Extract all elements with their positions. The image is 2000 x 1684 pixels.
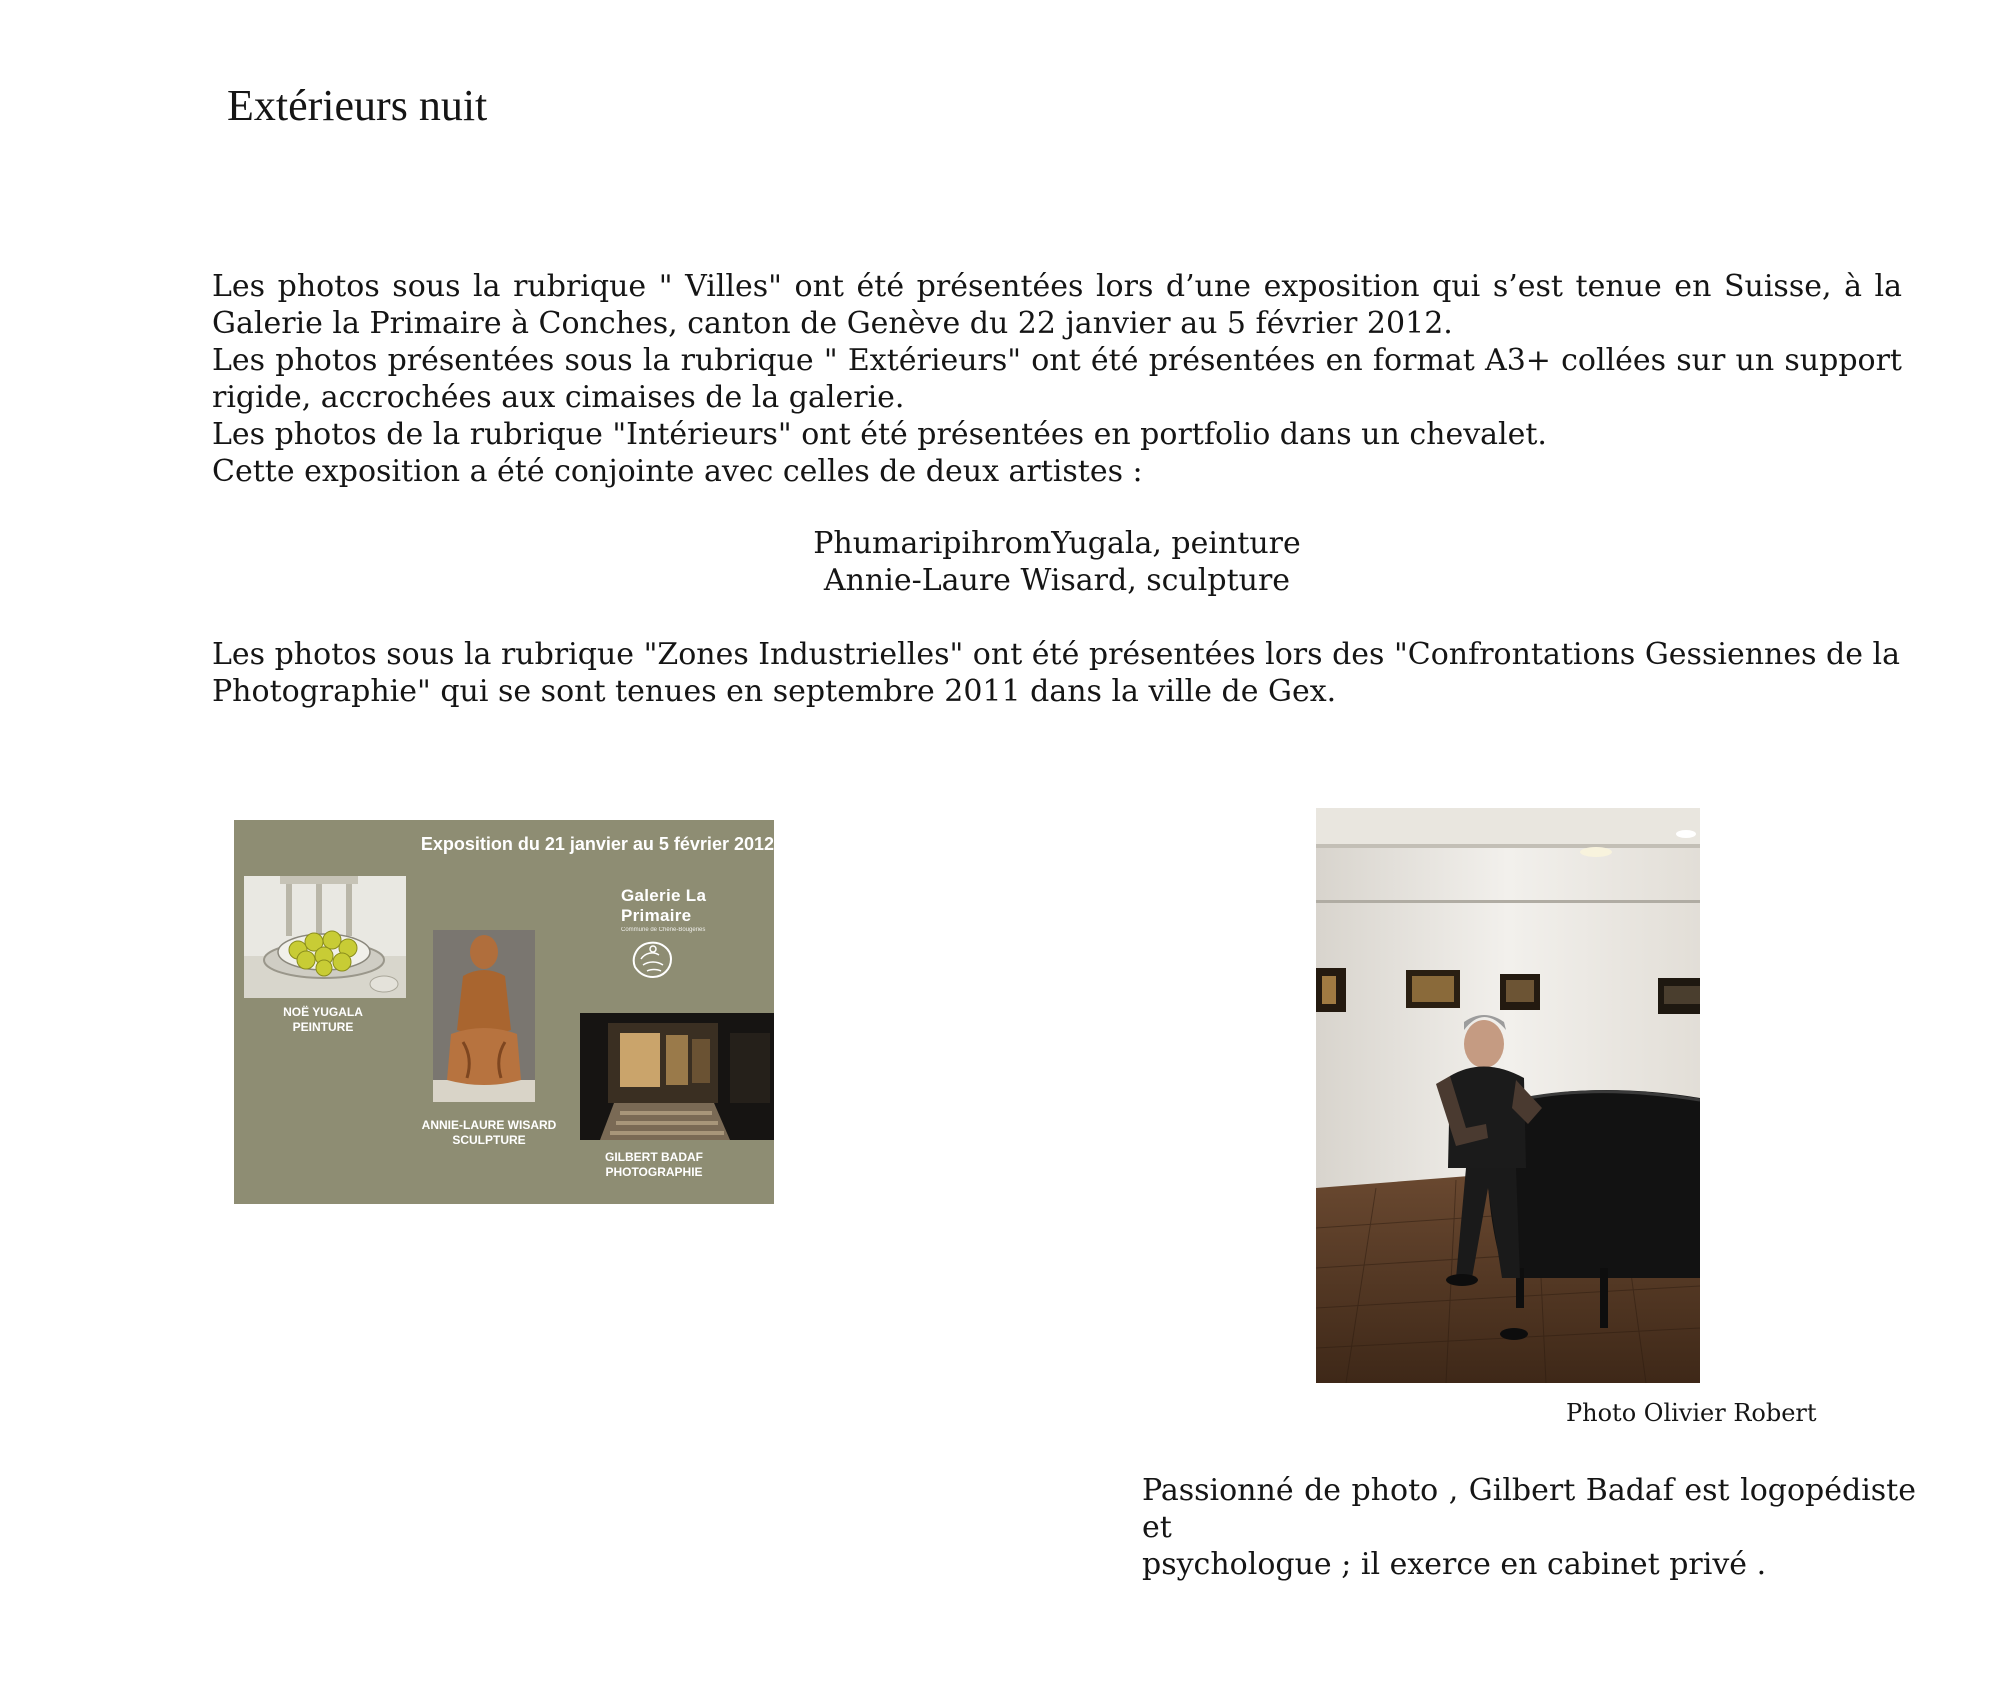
caption-photographer <box>584 1150 724 1180</box>
night-photo-image <box>580 1013 774 1140</box>
sculpture-image <box>433 930 535 1102</box>
caption-photographer-name: GILBERT BADAF <box>605 1150 703 1164</box>
zones-paragraph: Les photos sous la rubrique "Zones Industrielles" ont été présentées lors des "Confrontations Gessiennes de la Photographie" qui se sont tenues en septembre 2011 dans la ville de Gex. <box>212 637 1900 709</box>
intro-paragraph-conjointe: Cette exposition a été conjointe avec celles de deux artistes : <box>212 454 1143 489</box>
exhibition-poster <box>234 820 774 1204</box>
bio-line-2: psychologue ; il exerce en cabinet privé . <box>1142 1547 1767 1582</box>
intro-text <box>212 268 1902 490</box>
caption-sculptor-name: ANNIE-LAURE WISARD <box>421 1118 557 1132</box>
caption-sculptor-medium: SCULPTURE <box>452 1133 526 1147</box>
caption-painter <box>258 1005 388 1035</box>
intro-paragraph-villes: Les photos sous la rubrique " Villes" ont été présentées lors d’une exposition qui s’est tenue en Suisse, à la Galerie la Primaire à Conches, canton de Genève du 22 janvier au 5 février 2012. <box>212 269 1902 341</box>
poster-header: Exposition du 21 janvier au 5 février 2012 <box>420 834 774 854</box>
painting-lemons-image <box>244 876 406 998</box>
page-title: Extérieurs nuit <box>227 81 488 130</box>
intro-paragraph-exterieurs: Les photos présentées sous la rubrique " Extérieurs" ont été présentées en format A3+ collées sur un support rigide, accrochées aux cimaises de la galerie. <box>212 343 1902 415</box>
caption-sculptor <box>404 1118 574 1148</box>
zones-industrielles-text <box>212 636 1902 710</box>
gallery-name: Galerie La Primaire <box>621 886 707 925</box>
artist-sculptor: Annie-Laure Wisard, sculpture <box>823 563 1291 598</box>
photographer-bio <box>1142 1472 1916 1583</box>
gallery-photo <box>1316 808 1700 1383</box>
caption-painter-medium: PEINTURE <box>292 1020 354 1034</box>
bio-line-1: Passionné de photo , Gilbert Badaf est logopédiste et <box>1142 1473 1916 1545</box>
gallery-block <box>621 886 771 990</box>
artists-list <box>212 525 1902 599</box>
gallery-logo-icon <box>627 937 771 990</box>
intro-paragraph-interieurs: Les photos de la rubrique "Intérieurs" ont été présentées en portfolio dans un chevalet. <box>212 417 1547 452</box>
photo-credit: Photo Olivier Robert <box>1566 1399 1817 1427</box>
gallery-subtitle: Commune de Chêne-Bougeries <box>621 927 706 933</box>
caption-painter-name: NOË YUGALA <box>283 1005 363 1019</box>
artist-painter: PhumaripihromYugala, peinture <box>813 526 1301 561</box>
caption-photographer-medium: PHOTOGRAPHIE <box>605 1165 703 1179</box>
